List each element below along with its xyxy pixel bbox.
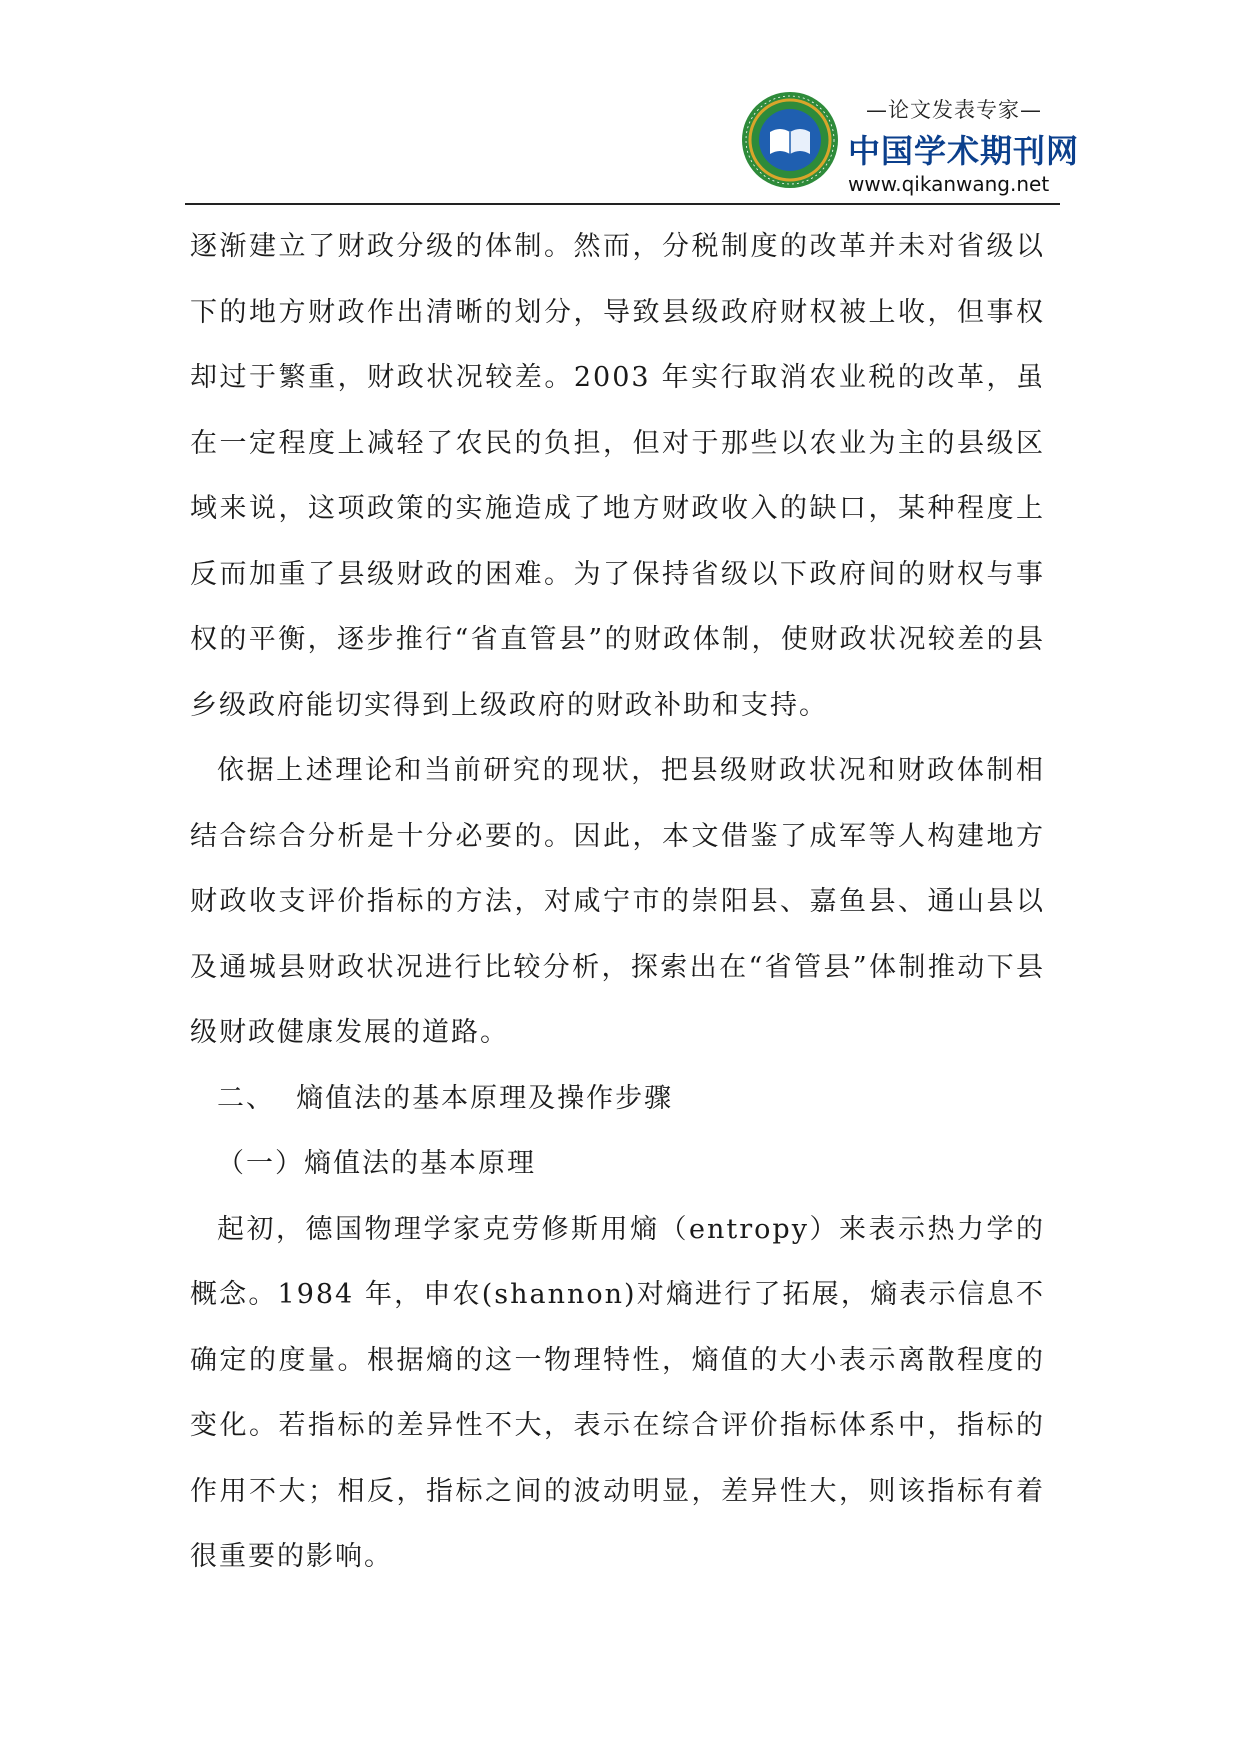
logo-url: www.qikanwang.net (848, 172, 1050, 196)
book-seal-icon (740, 90, 840, 190)
paragraph-2-line: 结合综合分析是十分必要的。因此，本文借鉴了成军等人构建地方 (190, 820, 1045, 852)
paragraph-1-line: 的平衡，逐步推行“省直管县”的财政体制，使财政状况较差的县 (219, 624, 1046, 655)
header-divider (185, 203, 1060, 205)
paragraph-3-line: 用不大；相反，指标之间的波动明显，差异性大，则该指标有着很 (190, 1475, 1045, 1572)
document-body (190, 214, 1045, 1590)
paragraph-2 (190, 738, 1045, 1066)
paragraph-3-line: 概念。1984 年，申农(shannon)对熵进行了拓展，熵表示信息不确 (190, 1279, 1045, 1376)
paragraph-1-line: 而加重了县级财政的困难。为了保持省级以下政府间的财权与事权 (190, 558, 1045, 655)
paragraph-1-line: 乡级政府能切实得到上级政府的财政补助和支持。 (190, 689, 828, 721)
logo-slogan: —论文发表专家— (866, 98, 1042, 122)
page-header (185, 80, 1080, 205)
paragraph-2-line: 县级财政健康发展的道路。 (190, 951, 1045, 1048)
paragraph-1 (190, 214, 1045, 738)
qikanwang-logo (740, 80, 1080, 200)
paragraph-1-line: 一定程度上减轻了农民的负担，但对于那些以农业为主的县级区域 (190, 427, 1045, 524)
paragraph-1-line: 来说，这项政策的实施造成了地方财政收入的缺口，某种程度上反 (190, 493, 1045, 590)
subsection-heading: （一）熵值法的基本原理 (217, 1148, 536, 1179)
paragraph-3-line: 定的度量。根据熵的这一物理特性，熵值的大小表示离散程度的变 (190, 1344, 1045, 1441)
paragraph-2-line: 依据上述理论和当前研究的现状，把县级财政状况和财政体制相 (217, 755, 1045, 786)
paragraph-2-line: 财政收支评价指标的方法，对咸宁市的崇阳县、嘉鱼县、通山县以 (190, 886, 1045, 917)
paragraph-3-line: 重要的影响。 (219, 1541, 393, 1572)
paragraph-1-line: 下的地方财政作出清晰的划分，导致县级政府财权被上收，但事权 (190, 296, 1045, 328)
paragraph-3-line: 化。若指标的差异性不大，表示在综合评价指标体系中，指标的作 (190, 1410, 1045, 1507)
paragraph-1-line: 却过于繁重，财政状况较差。2003 年实行取消农业税的改革，虽在 (190, 362, 1045, 459)
logo-name: 中国学术期刊网 (848, 132, 1080, 170)
paragraph-2-line: 及通城县财政状况进行比较分析，探索出在“省管县”体制推动下 (190, 951, 1016, 983)
paragraph-3 (190, 1197, 1045, 1590)
paragraph-1-line: 逐渐建立了财政分级的体制。然而，分税制度的改革并未对省级以 (190, 231, 1045, 262)
paragraph-3-line: 起初，德国物理学家克劳修斯用熵（entropy）来表示热力学的 (217, 1213, 1045, 1245)
section-heading: 二、 熵值法的基本原理及操作步骤 (217, 1082, 674, 1114)
logo-text-block (848, 94, 1080, 196)
